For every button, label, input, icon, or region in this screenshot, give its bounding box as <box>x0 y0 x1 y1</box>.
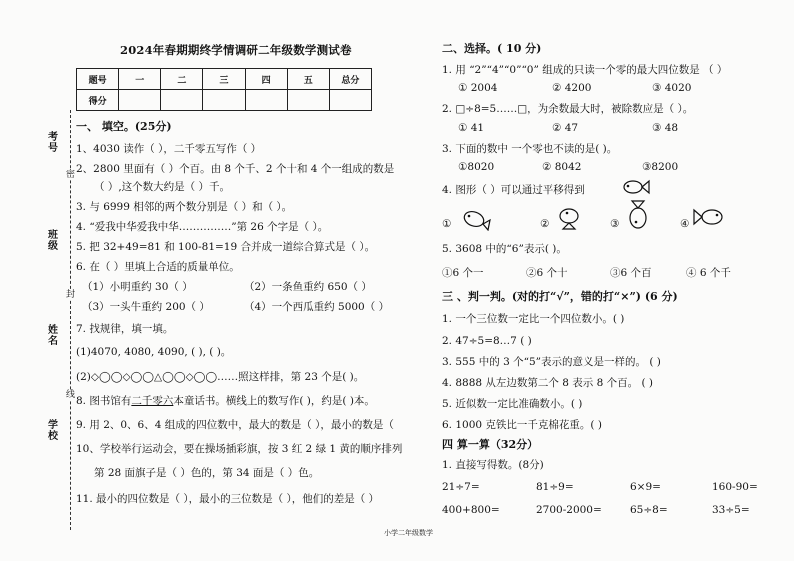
question-5: 5. 把 32+49=81 和 100-81=19 合并成一道综合算式是（ ）。 <box>76 241 376 253</box>
question-9: 9. 用 2、0、6、4 组成的四位数中，最大的数是（ ），最小的数是（ <box>76 419 394 431</box>
choice-2-opt-1[interactable]: ① 41 <box>458 122 485 134</box>
binding-margin <box>10 100 80 540</box>
seal-word-1: 密 <box>66 170 76 180</box>
score-header: 三 <box>203 69 245 90</box>
question-10b: 第 28 面旗子是（ ）色的，第 34 面是（ ）色。 <box>94 467 320 479</box>
question-8 <box>76 394 375 408</box>
page-footer: 小学二年级数学 <box>384 529 433 537</box>
score-cell[interactable] <box>203 90 245 111</box>
judge-3: 3. 555 中的 3 个“5”表示的意义是一样的。 ( ) <box>442 356 661 368</box>
choice-3: 3. 下面的数中 一个零也不读的是( )。 <box>442 143 618 155</box>
choice-4-opt-3-label[interactable]: ③ <box>610 218 620 230</box>
choice-3-opt-3[interactable]: ③8200 <box>642 161 679 173</box>
reference-fish-icon <box>620 178 650 196</box>
section-2-heading: 二、选择。( 10 分) <box>442 42 542 55</box>
score-header: 四 <box>245 69 287 90</box>
seal-word-2: 封 <box>66 290 76 300</box>
section-3-heading: 三 、判一判。(对的打“√”，错的打“×”) (6 分) <box>442 290 678 303</box>
choice-2-opt-2[interactable]: ② 47 <box>552 122 579 134</box>
question-8-underlined: 二千零六 <box>131 395 174 407</box>
seal-word-3: 线 <box>66 390 76 400</box>
choice-3-opt-1[interactable]: ①8020 <box>458 161 495 173</box>
score-row-label: 得分 <box>77 90 119 111</box>
left-column <box>76 0 416 561</box>
score-header: 总分 <box>329 69 371 90</box>
question-11: 11. 最小的四位数是（ ），最小的三位数是（ ），他们的差是（ ） <box>76 493 380 505</box>
fish-option-2-icon <box>554 204 584 230</box>
class-label: 班级 <box>48 230 58 252</box>
section-1-heading: 一、 填空。(25分) <box>76 120 172 133</box>
choice-5-opt-4[interactable]: ④ 6 个千 <box>686 267 731 279</box>
fish-option-1-icon <box>458 205 492 231</box>
score-header: 题号 <box>77 69 119 90</box>
question-7-2: (2)◇◯◯◇◯◯△◯◯◇◯◯……照这样排，第 23 个是( )。 <box>76 371 365 383</box>
question-6-1: （1）小明重约 30（ ） <box>82 281 193 293</box>
choice-5: 5. 3608 中的“6”表示( )。 <box>442 243 567 255</box>
calc-1-3: 6×9= <box>630 481 661 493</box>
choice-3-opt-2[interactable]: ② 8042 <box>542 161 582 173</box>
page-title: 2024年春期期终学情调研二年级数学测试卷 <box>120 43 352 57</box>
question-6: 6. 在（ ）里填上合适的质量单位。 <box>76 261 240 273</box>
calc-1-4: 160-90= <box>712 481 758 493</box>
choice-5-opt-1[interactable]: ①6 个一 <box>442 267 484 279</box>
score-header: 一 <box>119 69 161 90</box>
choice-1-opt-1[interactable]: ① 2004 <box>458 82 498 94</box>
choice-1-opt-3[interactable]: ③ 4020 <box>652 82 692 94</box>
question-4: 4. “爱我中华爱我中华……………”第 26 个字是（ ）。 <box>76 221 329 233</box>
score-cell[interactable] <box>287 90 329 111</box>
judge-4: 4. 8888 从左边数第二个 8 表示 8 个百。 ( ) <box>442 377 653 389</box>
section-4-heading: 四 算一算（32分） <box>442 438 539 451</box>
calc-1-1: 21÷7= <box>442 481 480 493</box>
choice-4-opt-2-label[interactable]: ② <box>540 218 550 230</box>
choice-4-opt-4-label[interactable]: ④ <box>680 218 690 230</box>
fish-option-4-icon <box>692 206 726 228</box>
calc-2-4: 33÷5= <box>712 504 750 516</box>
choice-5-opt-3[interactable]: ③6 个百 <box>610 267 652 279</box>
calc-2-3: 65÷8= <box>630 504 668 516</box>
choice-1-opt-2[interactable]: ② 4200 <box>552 82 592 94</box>
score-cell[interactable] <box>245 90 287 111</box>
question-10a: 10、学校举行运动会，要在操场插彩旗，按 3 红 2 绿 1 黄的顺序排列 <box>76 443 403 455</box>
name-label: 姓名 <box>48 325 58 347</box>
calc-2-2: 2700-2000= <box>536 504 602 516</box>
question-7: 7. 找规律，填一填。 <box>76 323 174 335</box>
choice-2-opt-3[interactable]: ③ 48 <box>652 122 679 134</box>
question-8-prefix: 8. 图书馆有 <box>76 395 132 407</box>
question-3: 3. 与 6999 相邻的两个数分别是（ ）和（ ）。 <box>76 201 293 213</box>
score-cell[interactable] <box>161 90 203 111</box>
judge-2: 2. 47÷5=8…7 ( ) <box>442 335 532 347</box>
question-7-1: (1)4070, 4080, 4090, ( ), ( )。 <box>76 346 232 358</box>
score-header: 二 <box>161 69 203 90</box>
school-label: 学校 <box>48 420 58 442</box>
question-2b: （ ）,这个数大约是（ ）千。 <box>94 181 231 193</box>
question-6-3: （3）一头牛重约 200（ ） <box>82 301 210 313</box>
question-8-suffix: 本童话书。横线上的数写作( )，约是( )本。 <box>173 395 375 407</box>
right-column <box>442 0 782 561</box>
section-4-sub-1: 1. 直接写得数。(8分) <box>442 459 544 471</box>
judge-1: 1. 一个三位数一定比一个四位数小。( ) <box>442 313 625 325</box>
question-2a: 2、2800 里面有（ ）个百。由 8 个千、2 个十和 4 个一组成的数是 <box>76 163 395 175</box>
question-1: 1、4030 读作（ ），二千零五写作（ ） <box>76 143 262 155</box>
choice-1: 1. 用 “2”“4”“0”“0” 组成的只读一个零的最大四位数是 （ ） <box>442 64 728 76</box>
judge-5: 5. 近似数一定比准确数小。( ) <box>442 398 583 410</box>
choice-5-opt-2[interactable]: ②6 个十 <box>526 267 568 279</box>
choice-2: 2. □÷8=5……□，为余数最大时，被除数应是（ ）。 <box>442 103 694 115</box>
calc-1-2: 81÷9= <box>536 481 574 493</box>
judge-6: 6. 1000 克铁比一千克棉花重。( ) <box>442 419 602 431</box>
calc-2-1: 400+800= <box>442 504 500 516</box>
fish-option-3-icon <box>624 200 652 232</box>
score-cell[interactable] <box>119 90 161 111</box>
question-6-2: （2）一条鱼重约 650（ ） <box>244 281 372 293</box>
choice-4: 4. 图形（ ）可以通过平移得到 <box>442 184 585 196</box>
score-table <box>76 68 372 111</box>
question-6-4: （4）一个西瓜重约 5000（ ） <box>244 301 390 313</box>
choice-4-opt-1-label[interactable]: ① <box>442 218 452 230</box>
score-header: 五 <box>287 69 329 90</box>
exam-number-label: 考号 <box>48 132 58 154</box>
score-cell[interactable] <box>329 90 371 111</box>
